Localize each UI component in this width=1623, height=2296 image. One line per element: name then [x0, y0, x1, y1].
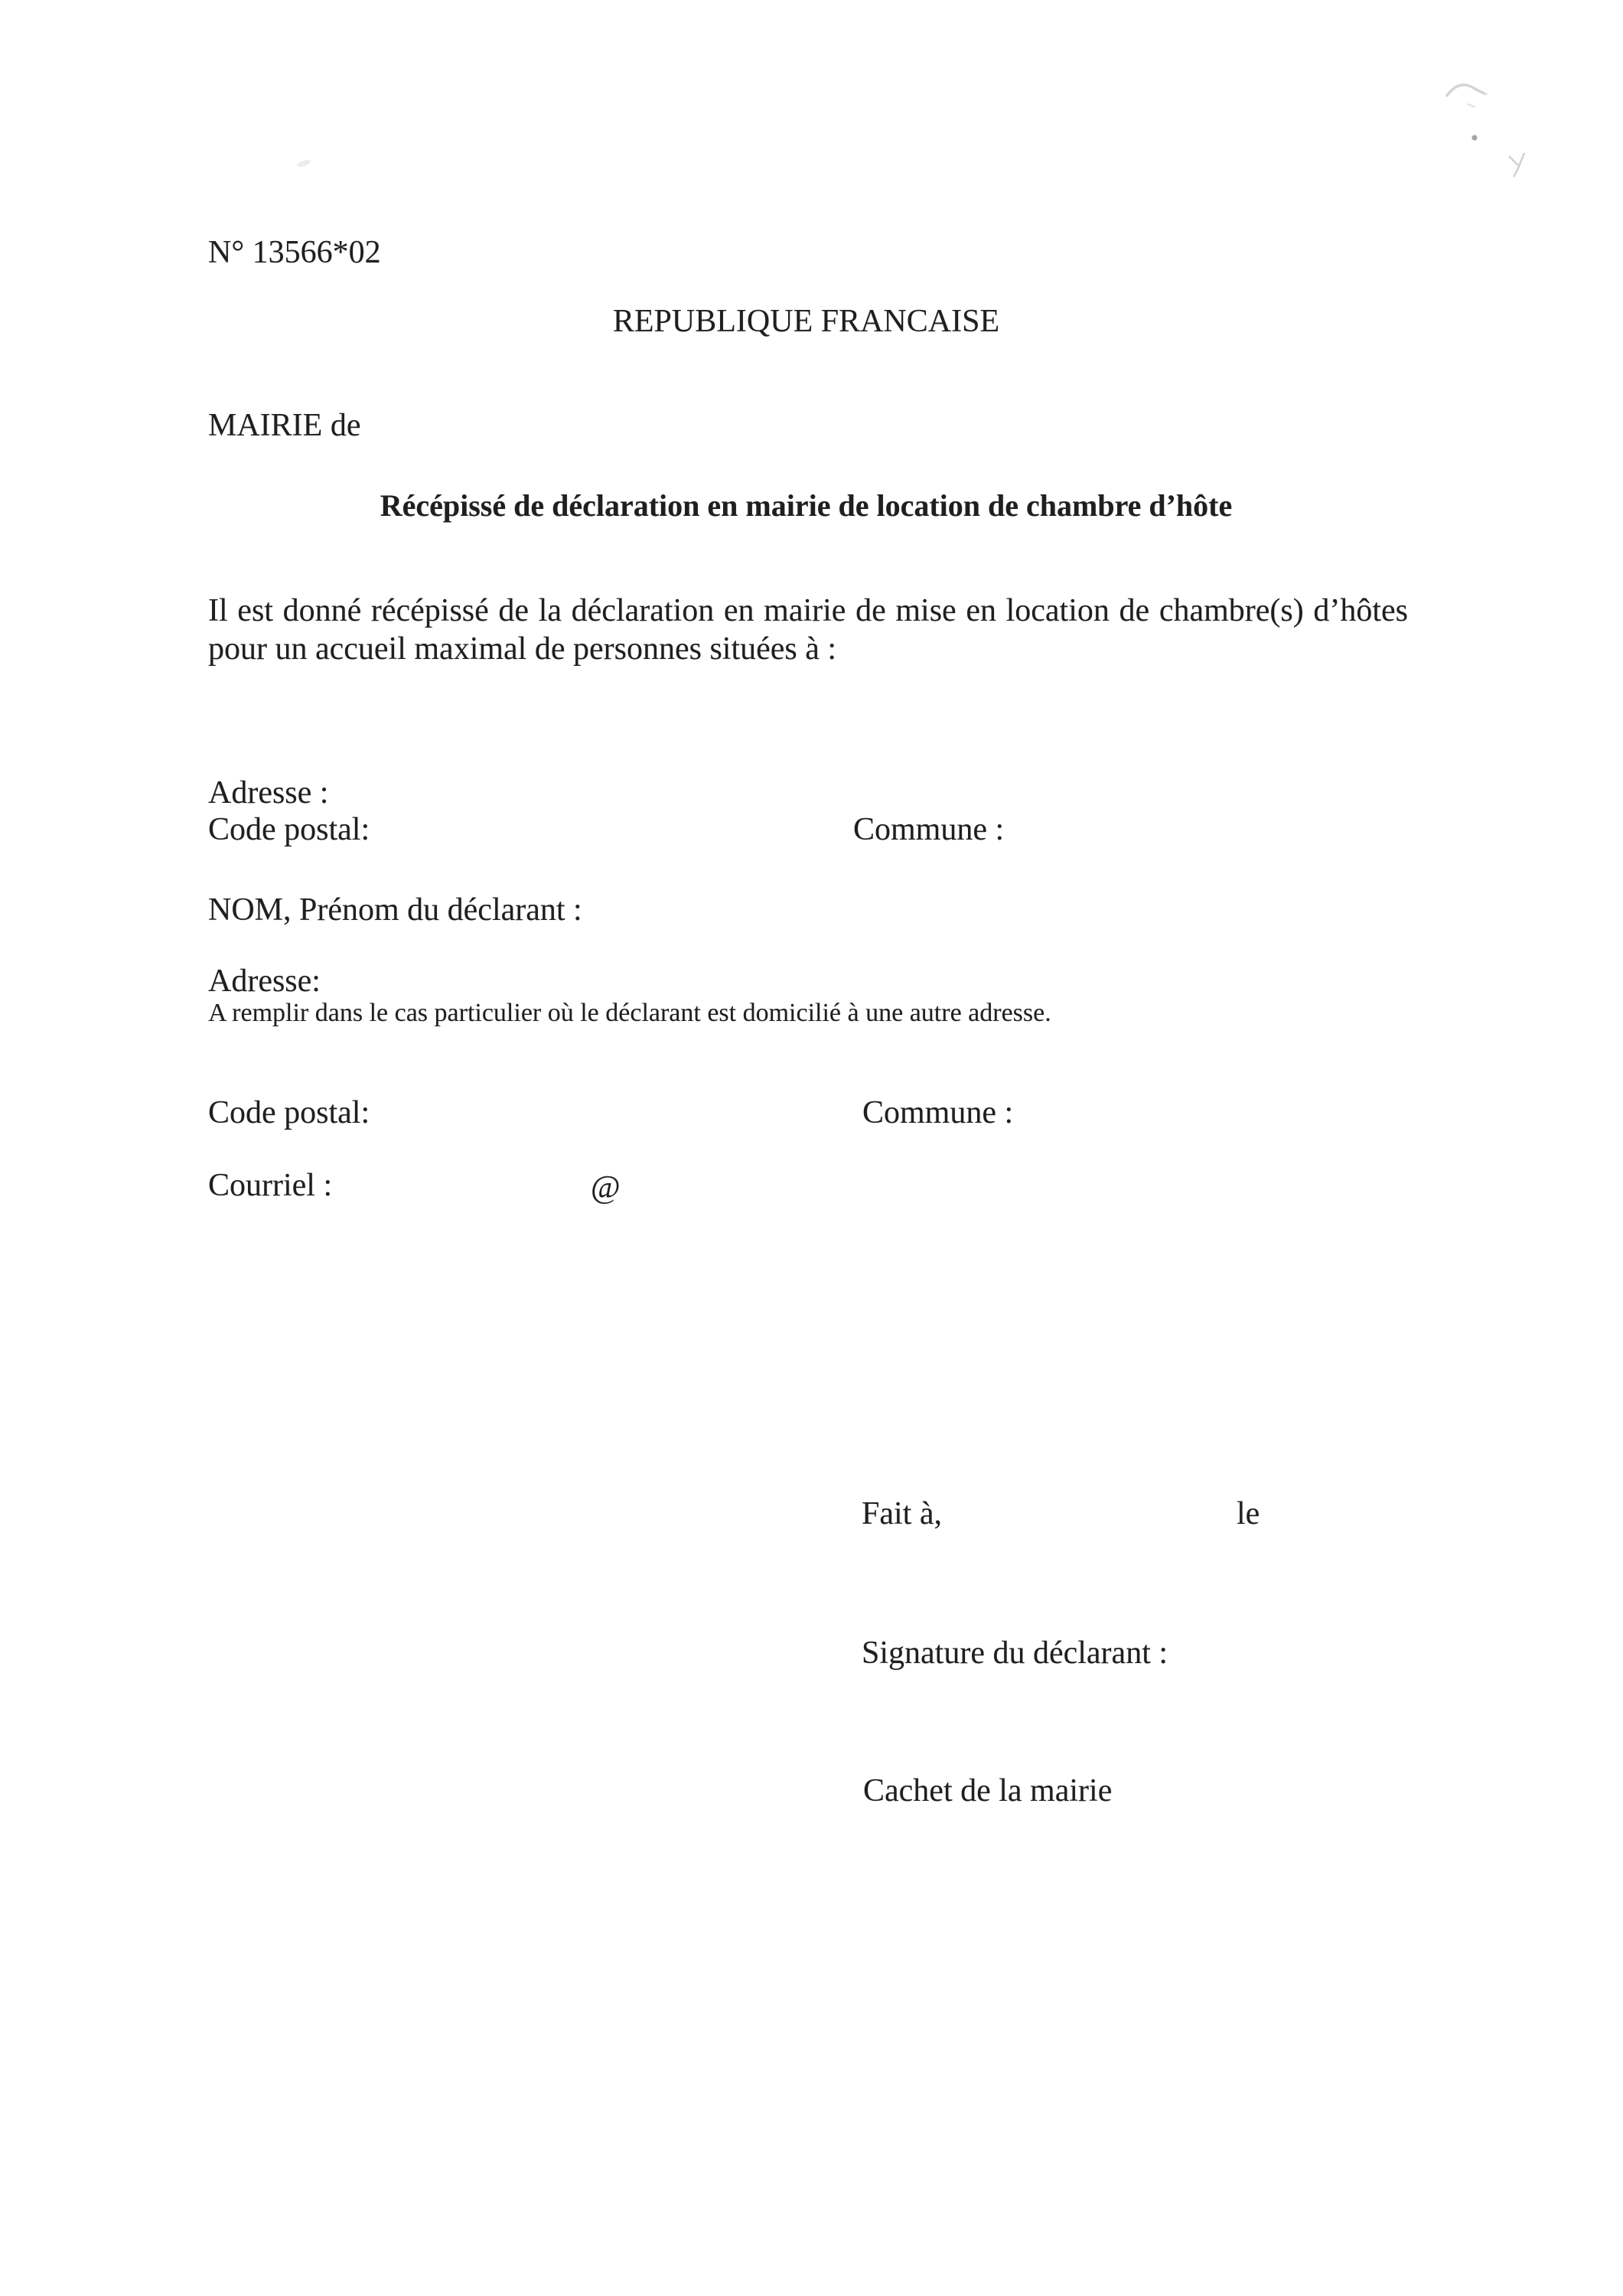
- republic-header: REPUBLIQUE FRANCAISE: [612, 304, 1000, 339]
- mairie-label: MAIRIE de: [208, 408, 361, 443]
- adresse-declarant-label: Adresse:: [208, 964, 321, 999]
- form-number: N° 13566*02: [208, 235, 381, 270]
- intro-line-2: pour un accueil maximal de personnes situées à :: [208, 631, 837, 667]
- code-postal-declarant-label: Code postal:: [208, 1095, 370, 1130]
- nom-prenom-declarant-label: NOM, Prénom du déclarant :: [208, 892, 582, 928]
- scan-smudge: [296, 158, 311, 168]
- at-symbol: @: [591, 1170, 621, 1205]
- document-title: Récépissé de déclaration en mairie de location de chambre d’hôte: [380, 488, 1233, 523]
- adresse-declarant-note: A remplir dans le cas particulier où le déclarant est domicilié à une autre adresse.: [208, 999, 1051, 1027]
- le-label: le: [1237, 1496, 1260, 1531]
- signature-declarant-label: Signature du déclarant :: [862, 1636, 1168, 1671]
- fait-a-label: Fait à,: [862, 1496, 942, 1531]
- commune-label: Commune :: [853, 812, 1005, 847]
- courriel-label: Courriel :: [208, 1168, 333, 1203]
- code-postal-label: Code postal:: [208, 812, 370, 847]
- cachet-mairie-label: Cachet de la mairie: [863, 1773, 1113, 1808]
- adresse-label: Adresse :: [208, 775, 329, 810]
- intro-paragraph: [208, 592, 1408, 668]
- pencil-scan-marks: [1437, 70, 1559, 185]
- intro-line-1: Il est donné récépissé de la déclaration en mairie de mise en location de chambre(s) d’hôtes: [208, 593, 1408, 628]
- commune-declarant-label: Commune :: [862, 1095, 1014, 1130]
